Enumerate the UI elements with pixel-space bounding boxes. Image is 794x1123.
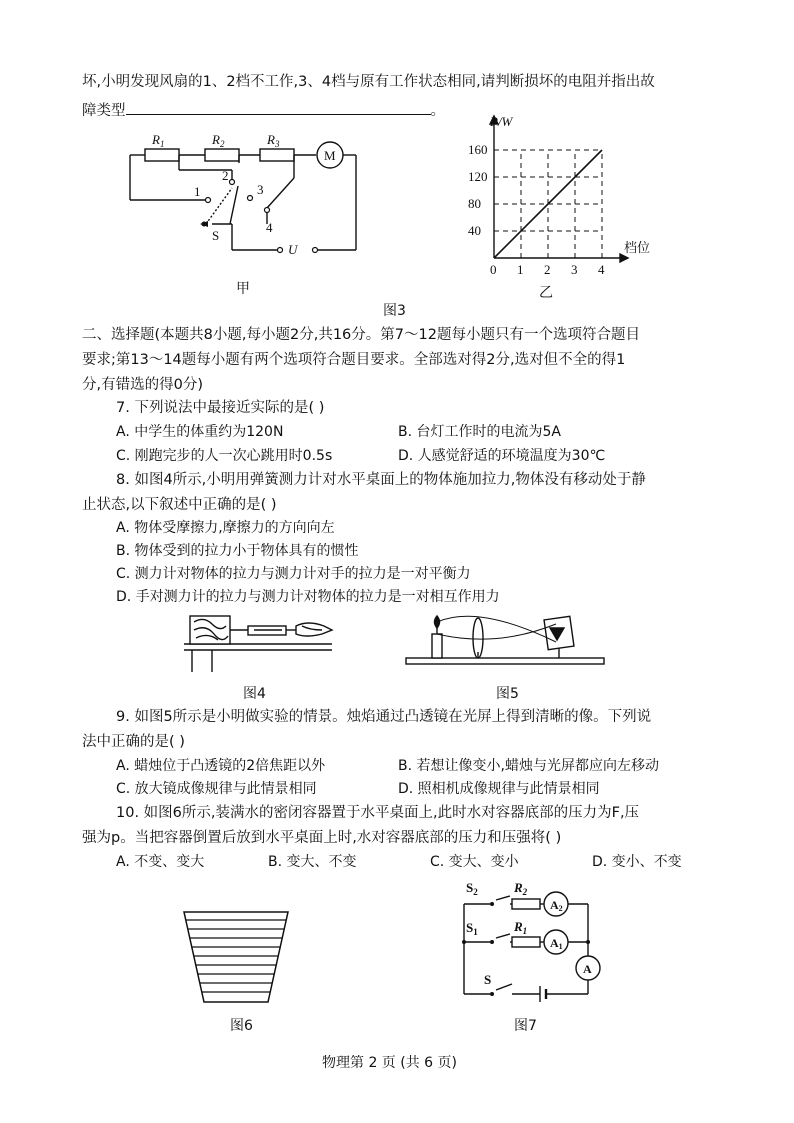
x-axis-arrow xyxy=(620,254,628,262)
y-tick-label: 120 xyxy=(468,169,488,184)
fig4-caption: 图4 xyxy=(243,686,266,702)
fig7-a2-label: A2 xyxy=(550,898,563,913)
fig7-r1-label: $R_1$ xyxy=(514,919,528,936)
q10-option-c: C. 变大、变小 xyxy=(430,854,519,870)
fig3-power-chart xyxy=(466,114,651,294)
q7-option-b: B. 台灯工作时的电流为5A xyxy=(398,424,561,440)
x-axis-label: 档位 xyxy=(624,240,651,255)
fig5-lens-experiment-diagram xyxy=(406,612,606,670)
fig4-spring-scale-diagram xyxy=(182,612,342,674)
q9-option-a: A. 蜡烛位于凸透镜的2倍焦距以外 xyxy=(116,758,326,774)
fig7-a-label: A xyxy=(583,962,592,976)
x-tick-label: 4 xyxy=(598,262,605,277)
fig7-a1-label: A1 xyxy=(550,936,563,951)
fig7-caption: 图7 xyxy=(514,1018,537,1034)
fig7-s2-label: $S_2$ xyxy=(466,880,478,897)
intro-line-2-prefix: 障类型 xyxy=(82,103,126,119)
contact-1-label: 1 xyxy=(194,184,201,199)
contact-2-label: 2 xyxy=(222,168,229,183)
q10-line-2: 强为p。当把容器倒置后放到水平桌面上时,水对容器底部的压力和压强将( ) xyxy=(82,830,562,846)
fig3-sub-jia: 甲 xyxy=(236,281,250,297)
fig7-circuit-diagram xyxy=(462,876,602,1001)
q10-line-1: 10. 如图6所示,装满水的密闭容器置于水平桌面上,此时水对容器底部的压力为F,压 xyxy=(116,805,640,821)
fig3-circuit-diagram xyxy=(120,128,360,278)
chart-labels xyxy=(468,114,650,277)
x-tick-label: 1 xyxy=(517,262,524,277)
fig6-container-diagram xyxy=(182,910,292,1005)
y-tick-label: 40 xyxy=(468,223,481,238)
voltage-label: U xyxy=(288,242,298,257)
fig5-caption: 图5 xyxy=(496,686,519,702)
chart-axes xyxy=(490,116,628,262)
q7-stem: 7. 下列说法中最接近实际的是( ) xyxy=(116,400,325,416)
r2-label: $R_2$ xyxy=(212,132,225,149)
q10-option-a: A. 不变、变大 xyxy=(116,854,205,870)
q10-option-d: D. 变小、不变 xyxy=(592,854,682,870)
fig3-caption: 图3 xyxy=(383,303,406,319)
fig6-caption: 图6 xyxy=(230,1018,253,1034)
contact-3-label: 3 xyxy=(257,182,264,197)
q8-line-1: 8. 如图4所示,小明用弹簧测力计对水平桌面上的物体施加拉力,物体没有移动处于静 xyxy=(116,472,646,488)
r1-label: $R_1$ xyxy=(152,132,165,149)
q7-option-d: D. 人感觉舒适的环境温度为30℃ xyxy=(398,448,606,464)
switch-label: S xyxy=(212,228,220,243)
q9-option-d: D. 照相机成像规律与此情景相同 xyxy=(398,781,600,797)
q8-line-2: 止状态,以下叙述中正确的是( ) xyxy=(82,497,277,513)
intro-line-2 xyxy=(82,100,445,121)
section2-line-3: 分,有错选的得0分) xyxy=(82,377,203,393)
q8-option-b: B. 物体受到的拉力小于物体具有的惯性 xyxy=(116,543,359,559)
q8-option-a: A. 物体受摩擦力,摩擦力的方向向左 xyxy=(116,520,335,536)
fig7-r2-label: $R_2$ xyxy=(514,880,528,897)
q10-option-b: B. 变大、不变 xyxy=(268,854,357,870)
q7-option-c: C. 刚跑完步的人一次心跳用时0.5s xyxy=(116,448,333,464)
contact-4-label: 4 xyxy=(266,220,273,235)
fig7-s-label: S xyxy=(484,972,492,987)
x-tick-label: 2 xyxy=(544,262,551,277)
q9-option-b: B. 若想让像变小,蜡烛与光屏都应向左移动 xyxy=(398,758,659,774)
q9-line-2: 法中正确的是( ) xyxy=(82,734,185,750)
fig7-s1-label: $S_1$ xyxy=(466,920,478,937)
x-tick-label: 0 xyxy=(490,262,497,277)
answer-blank xyxy=(126,100,431,115)
q9-option-c: C. 放大镜成像规律与此情景相同 xyxy=(116,781,317,797)
section2-line-1: 二、选择题(本题共8小题,每小题2分,共16分。第7～12题每小题只有一个选项符合题目 xyxy=(82,327,640,343)
y-tick-label: 80 xyxy=(468,196,481,211)
intro-line-2-suffix: 。 xyxy=(430,103,445,119)
q9-line-1: 9. 如图5所示是小明做实验的情景。烛焰通过凸透镜在光屏上得到清晰的像。下列说 xyxy=(116,709,652,725)
x-tick-label: 3 xyxy=(571,262,578,277)
q7-option-a: A. 中学生的体重约为120N xyxy=(116,424,284,440)
motor-label: M xyxy=(324,148,336,163)
intro-line-1: 坏,小明发现风扇的1、2档不工作,3、4档与原有工作状态相同,请判断损坏的电阻并指出故 xyxy=(82,74,655,90)
q8-option-c: C. 测力计对物体的拉力与测力计对手的拉力是一对平衡力 xyxy=(116,566,471,582)
fig3-sub-yi: 乙 xyxy=(539,285,553,301)
section2-line-2: 要求;第13～14题每小题有两个选项符合题目要求。全部选对得2分,选对但不全的得1 xyxy=(82,352,626,368)
r3-label: $R_3$ xyxy=(267,132,280,149)
q8-option-d: D. 手对测力计的拉力与测力计对物体的拉力是一对相互作用力 xyxy=(116,589,500,605)
page-footer: 物理第 2 页 (共 6 页) xyxy=(322,1055,457,1071)
y-tick-label: 160 xyxy=(468,142,488,157)
y-axis-label: P/W xyxy=(490,114,513,129)
